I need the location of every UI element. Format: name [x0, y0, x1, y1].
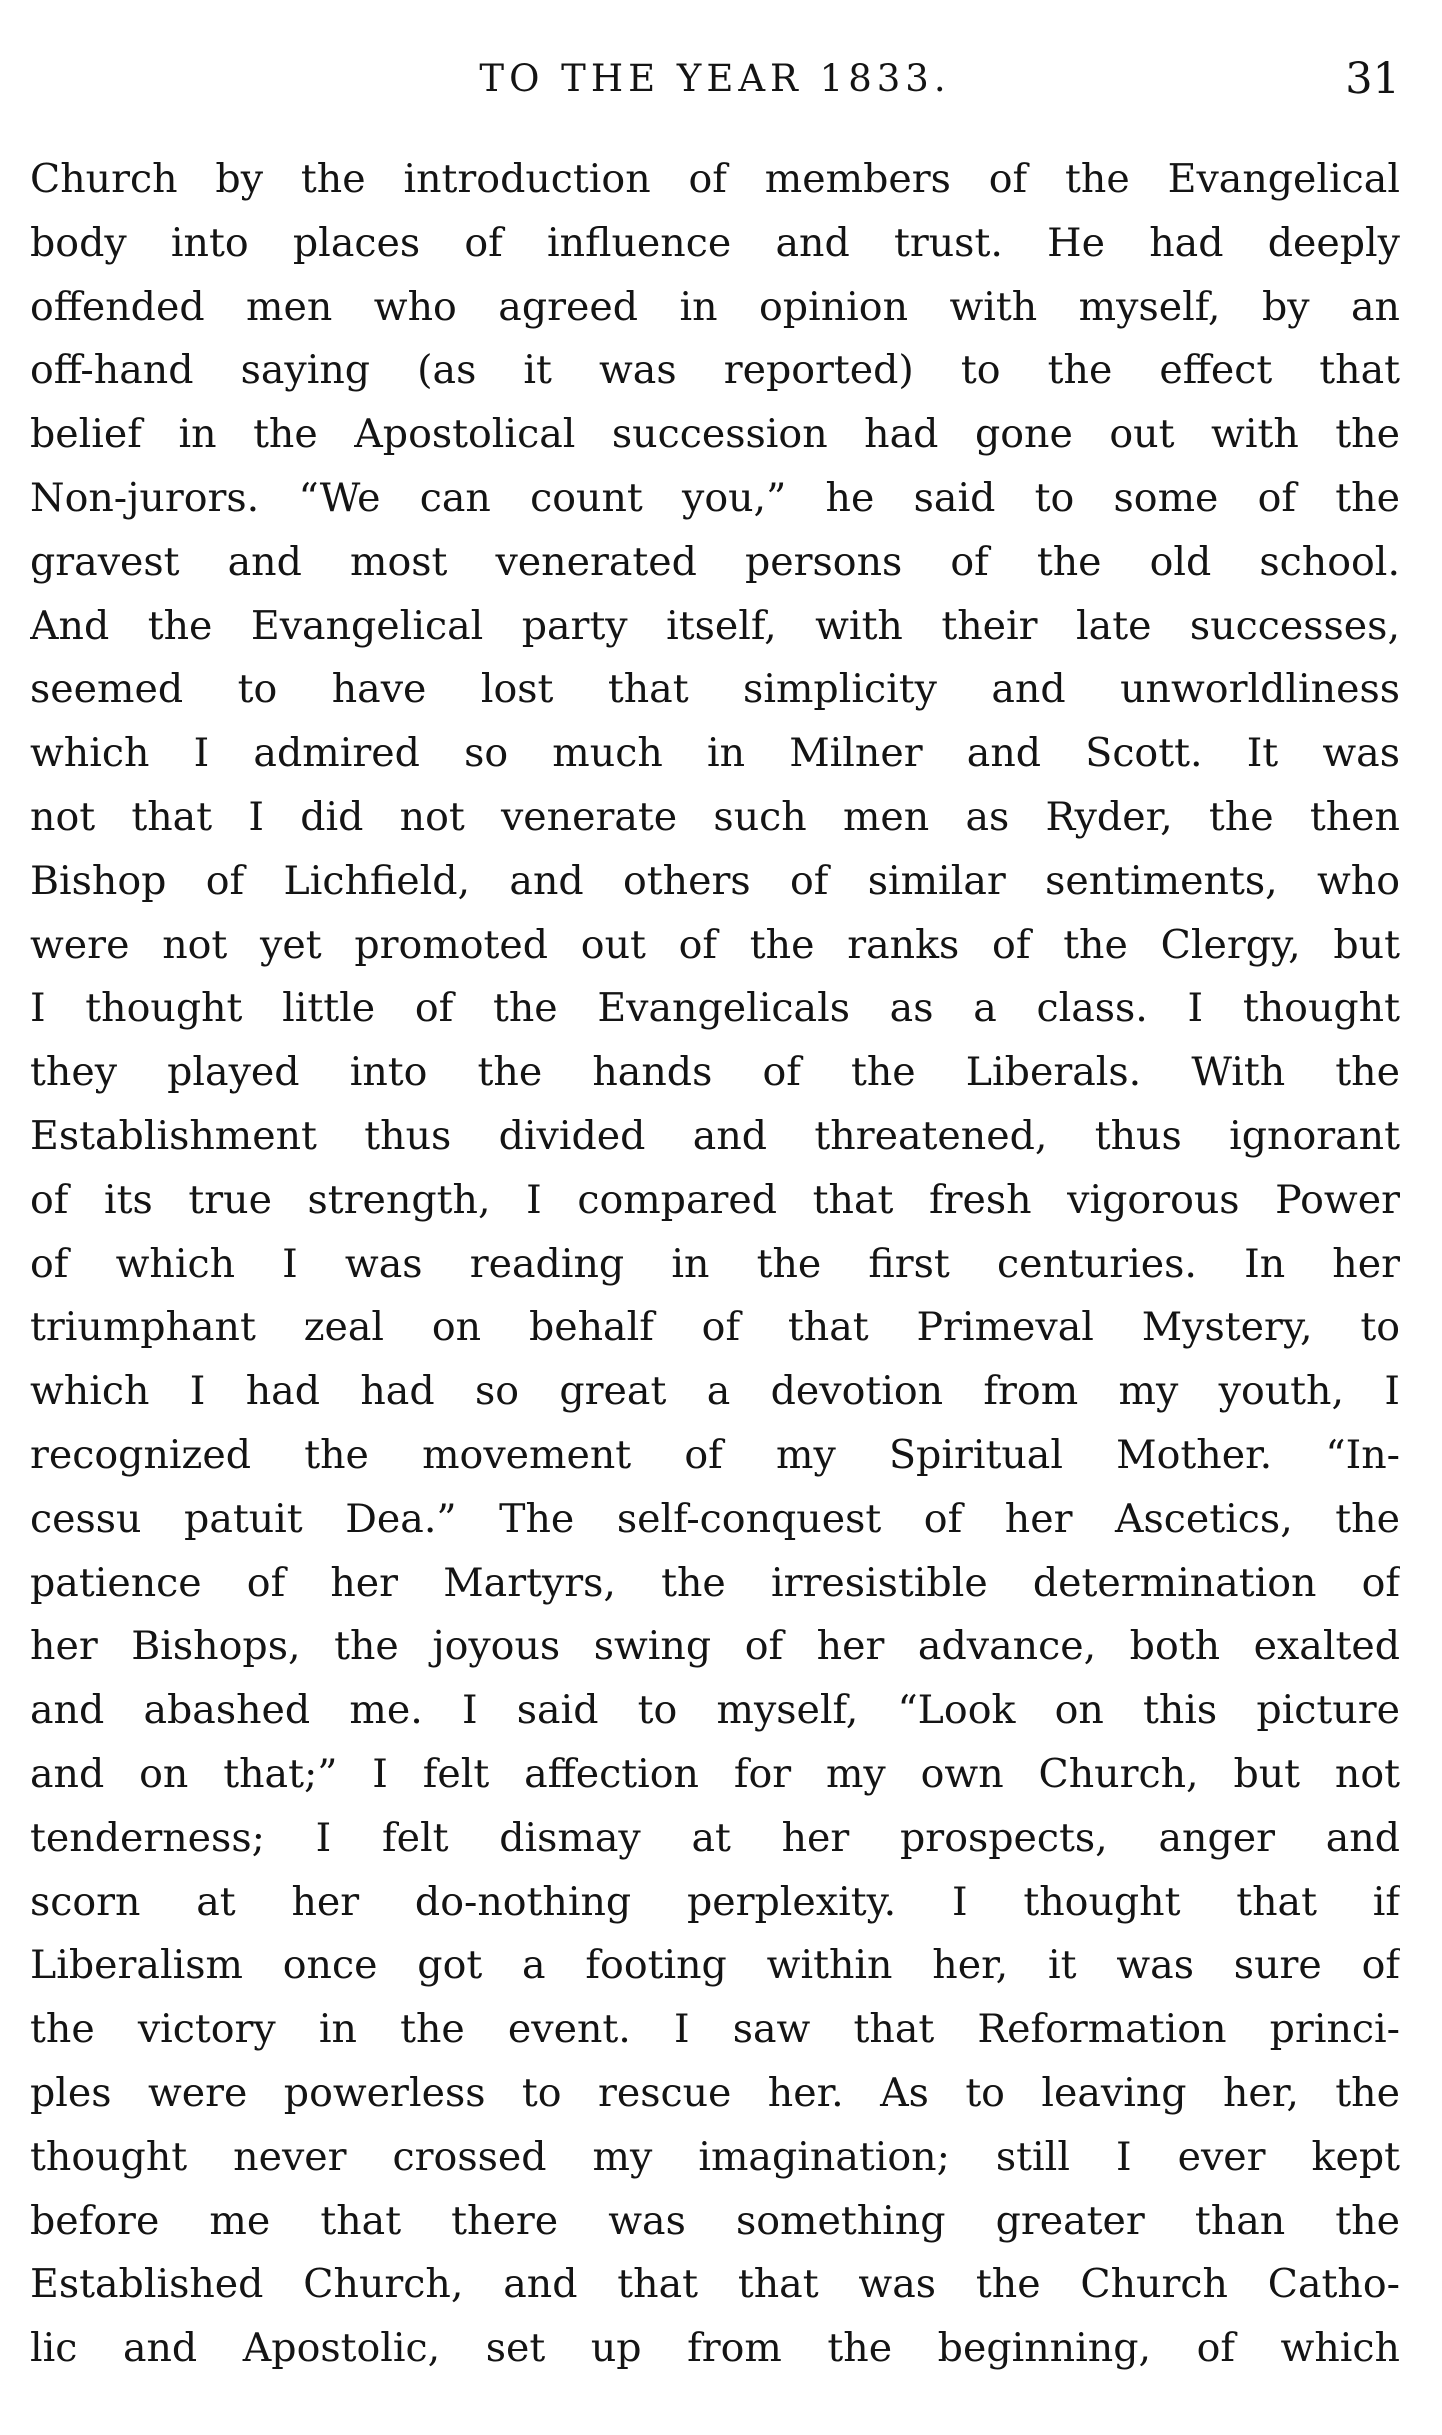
text-line: the victory in the event. I saw that Reformation princi-	[30, 2006, 1400, 2053]
text-line: triumphant zeal on behalf of that Primeval Mystery, to	[30, 1304, 1400, 1351]
text-line: ples were powerless to rescue her. As to leaving her, the	[30, 2069, 1400, 2116]
text-line: which I had had so great a devotion from my youth, I	[30, 1368, 1400, 1415]
text-line: of which I was reading in the first centuries. In her	[30, 1240, 1400, 1287]
text-line: recognized the movement of my Spiritual Mother. “In-	[30, 1431, 1400, 1478]
text-line: scorn at her do-nothing perplexity. I thought that if	[30, 1878, 1400, 1925]
text-line: Liberalism once got a footing within her, it was sure of	[30, 1942, 1400, 1989]
text-line: Non-jurors. “We can count you,” he said to some of the	[30, 474, 1400, 521]
running-title: TO THE YEAR 1833.	[479, 57, 951, 100]
text-line: Establishment thus divided and threatened, thus ignorant	[30, 1112, 1400, 1159]
text-line: Church by the introduction of members of the Evangelical	[30, 156, 1400, 202]
text-line: offended men who agreed in opinion with myself, by an	[30, 283, 1400, 330]
text-line: Established Church, and that that was the Church Catho-	[30, 2261, 1400, 2308]
text-line: Bishop of Lichfield, and others of similar sentiments, who	[30, 857, 1400, 904]
text-line: and on that;” I felt affection for my own Church, but not	[30, 1750, 1400, 1797]
text-line: before me that there was something greater than the	[30, 2197, 1400, 2244]
text-line: her Bishops, the joyous swing of her advance, both exalted	[30, 1623, 1400, 1670]
text-line: cessu patuit Dea.” The self-conquest of her Ascetics, the	[30, 1495, 1400, 1542]
text-line: they played into the hands of the Liberals. With the	[30, 1049, 1400, 1096]
text-line: which I admired so much in Milner and Scott. It was	[30, 730, 1400, 777]
text-line: And the Evangelical party itself, with their late successes,	[30, 602, 1400, 649]
text-line: tenderness; I felt dismay at her prospects, anger and	[30, 1814, 1400, 1861]
running-head	[30, 44, 1400, 114]
text-line: gravest and most venerated persons of the old school.	[30, 538, 1400, 585]
text-line: of its true strength, I compared that fresh vigorous Power	[30, 1176, 1400, 1223]
text-line: seemed to have lost that simplicity and unworldliness	[30, 666, 1400, 713]
text-line: were not yet promoted out of the ranks of the Clergy, but	[30, 921, 1400, 968]
text-line: belief in the Apostolical succession had gone out with the	[30, 411, 1400, 458]
text-line: I thought little of the Evangelicals as a class. I thought	[30, 985, 1400, 1032]
page-number: 31	[1345, 54, 1400, 104]
text-line: patience of her Martyrs, the irresistible determination of	[30, 1559, 1400, 1606]
text-line: not that I did not venerate such men as Ryder, the then	[30, 793, 1400, 840]
text-line: body into places of influence and trust. He had deeply	[30, 219, 1400, 266]
text-line: thought never crossed my imagination; still I ever kept	[30, 2133, 1400, 2180]
body-text	[30, 148, 1400, 2381]
text-line: off-hand saying (as it was reported) to the effect that	[30, 347, 1400, 394]
text-line: and abashed me. I said to myself, “Look on this picture	[30, 1687, 1400, 1734]
text-line: lic and Apostolic, set up from the beginning, of which	[30, 2325, 1400, 2372]
